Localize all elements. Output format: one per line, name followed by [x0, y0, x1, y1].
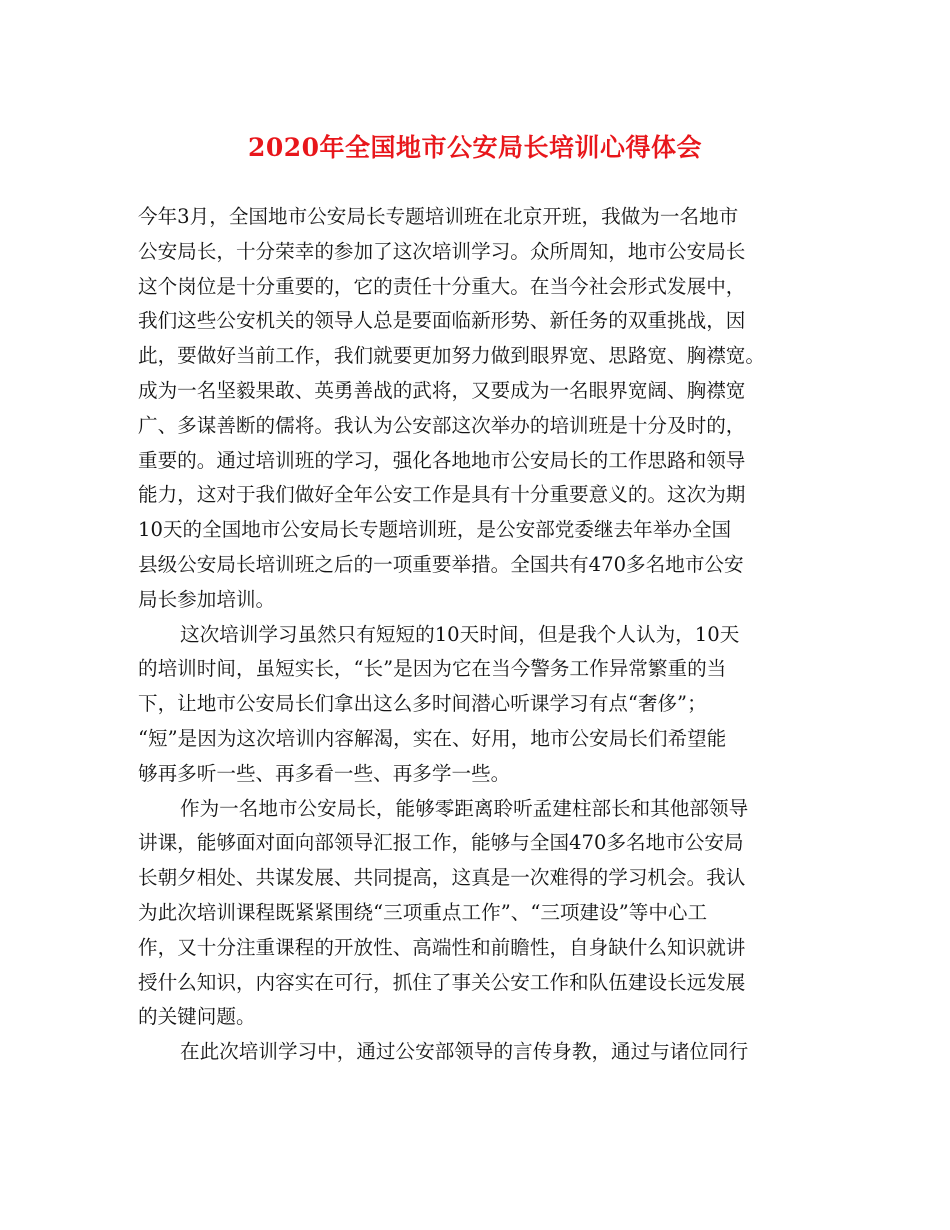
- text-line: 下，让地市公安局长们拿出这么多时间潜心听课学习有点“奢侈”；: [138, 692, 707, 716]
- text-line: 我们这些公安机关的领导人总是要面临新形势、新任务的双重挑战，因: [138, 309, 746, 333]
- text-line: 授什么知识，内容实在可行，抓住了事关公安工作和队伍建设长远发展: [138, 970, 746, 994]
- paragraph: [138, 618, 818, 792]
- text-line: 县级公安局长培训班之后的一项重要举措。全国共有470多名地市公安: [138, 552, 744, 576]
- text-line: 成为一名坚毅果敢、英勇善战的武将，又要成为一名眼界宽阔、胸襟宽: [138, 378, 746, 402]
- text-line: 重要的。通过培训班的学习，强化各地地市公安局长的工作思路和领导: [138, 448, 746, 472]
- document-body: [138, 200, 818, 1070]
- text-line: 这个岗位是十分重要的，它的责任十分重大。在当今社会形式发展中，: [138, 274, 746, 298]
- paragraph: [138, 1035, 818, 1070]
- paragraph: [138, 792, 818, 1036]
- text-line: 广、多谋善断的儒将。我认为公安部这次举办的培训班是十分及时的，: [138, 413, 746, 437]
- text-line: 为此次培训课程既紧紧围绕“三项重点工作”、“三项建设”等中心工: [138, 900, 708, 924]
- text-line: 的关键问题。: [138, 1005, 256, 1029]
- text-line: 10天的全国地市公安局长专题培训班，是公安部党委继去年举办全国: [138, 518, 732, 542]
- text-line: 作，又十分注重课程的开放性、高端性和前瞻性，自身缺什么知识就讲: [138, 935, 746, 959]
- text-line: 这次培训学习虽然只有短短的10天时间，但是我个人认为，10天: [180, 622, 740, 646]
- text-line: 局长参加培训。: [138, 587, 276, 611]
- text-line: 在此次培训学习中，通过公安部领导的言传身教，通过与诸位同行: [180, 1040, 749, 1064]
- text-line: 的培训时间，虽短实长，“长”是因为它在当今警务工作异常繁重的当: [138, 657, 727, 681]
- text-line: 讲课，能够面对面向部领导汇报工作，能够与全国470多名地市公安局: [138, 831, 744, 855]
- paragraph: [138, 200, 818, 618]
- text-line: 此，要做好当前工作，我们就要更加努力做到眼界宽、思路宽、胸襟宽。: [138, 344, 765, 368]
- text-line: 长朝夕相处、共谋发展、共同提高，这真是一次难得的学习机会。我认: [138, 866, 746, 890]
- text-line: 作为一名地市公安局长，能够零距离聆听孟建柱部长和其他部领导: [180, 796, 749, 820]
- text-line: “短”是因为这次培训内容解渴，实在、好用，地市公安局长们希望能: [138, 726, 727, 750]
- text-line: 公安局长，十分荣幸的参加了这次培训学习。众所周知，地市公安局长: [138, 239, 746, 263]
- text-line: 够再多听一些、再多看一些、再多学一些。: [138, 761, 511, 785]
- text-line: 能力，这对于我们做好全年公安工作是具有十分重要意义的。这次为期: [138, 483, 746, 507]
- document-title: 2020年全国地市公安局长培训心得体会: [247, 133, 703, 162]
- text-line: 今年3月，全国地市公安局长专题培训班在北京开班，我做为一名地市: [138, 205, 739, 228]
